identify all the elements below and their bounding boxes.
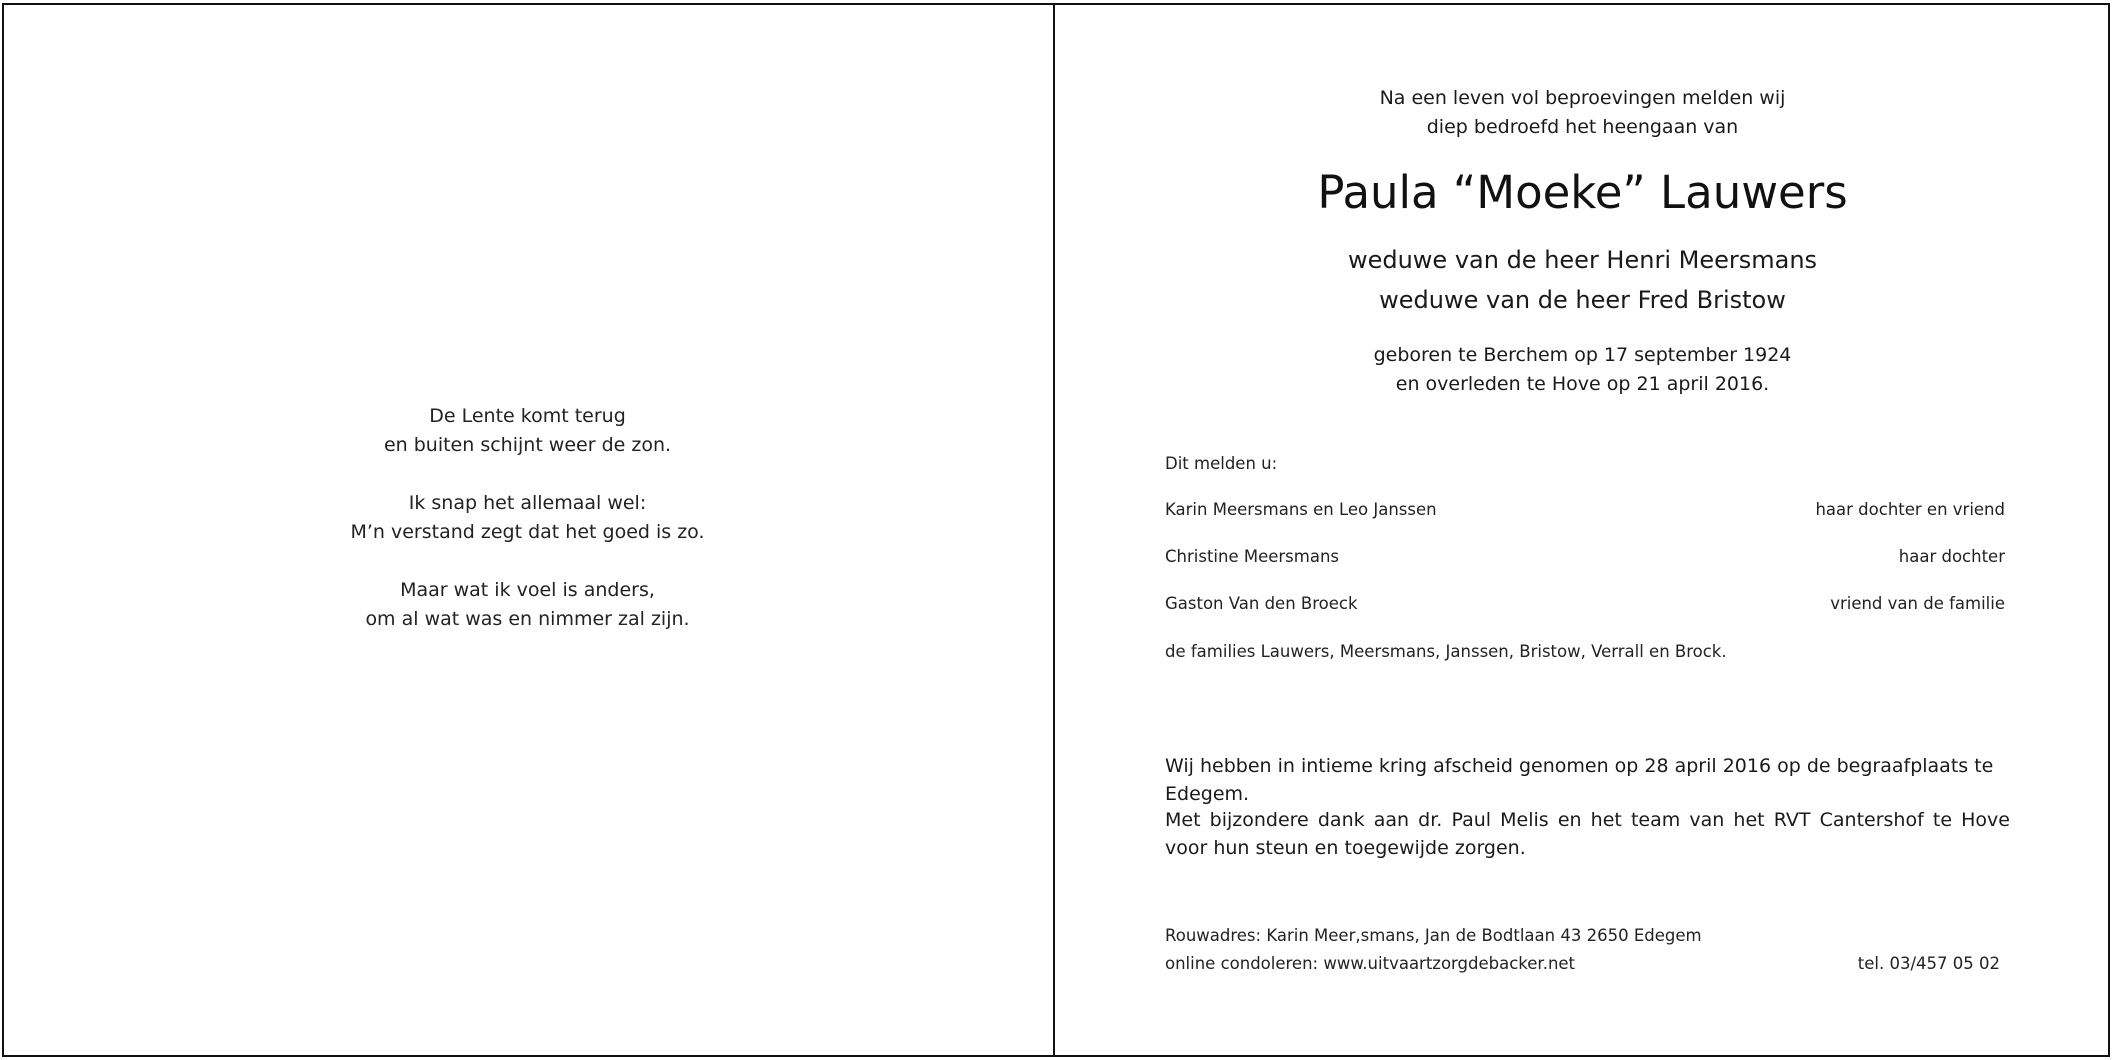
widow-line: weduwe van de heer Fred Bristow — [1379, 286, 1786, 314]
announcement-page — [1055, 0, 2110, 1060]
life-dates — [1055, 341, 2110, 399]
deceased-name: Paula “Moeke” Lauwers — [1317, 166, 1848, 219]
mourner-relation: haar dochter — [1898, 547, 2005, 566]
poem-line: Ik snap het allemaal wel: — [408, 492, 647, 514]
phone-number: tel. 03/457 05 02 — [1857, 954, 2000, 973]
online-condolences: online condoleren: www.uitvaartzorgdebacker.net — [1165, 954, 1576, 973]
poem-line: Maar wat ik voel is anders, — [400, 579, 655, 601]
widow-line: weduwe van de heer Henri Meersmans — [1347, 246, 1818, 274]
mourners-intro: Dit melden u: — [1165, 454, 1278, 473]
widow-of — [1055, 240, 2110, 320]
thanks-paragraph: Met bijzondere dank aan dr. Paul Melis en het team van het RVT Cantershof te Hove voor hun steun en toegewijde zorgen. — [1165, 809, 2010, 859]
mourning-address: Rouwadres: Karin Meer,smans, Jan de Bodtlaan 43 2650 Edegem — [1165, 926, 1702, 945]
farewell-paragraph: Wij hebben in intieme kring afscheid genomen op 28 april 2016 op de begraafplaats te Edegem. — [1165, 755, 1994, 805]
poem-stanza — [2, 576, 1053, 634]
poem-line: en buiten schijnt weer de zon. — [383, 434, 672, 456]
mourner-row — [1165, 547, 2005, 566]
poem-line: M’n verstand zegt dat het goed is zo. — [350, 521, 705, 543]
poem-stanza — [2, 402, 1053, 460]
death-line: en overleden te Hove op 21 april 2016. — [1395, 373, 1770, 395]
mourner-name: Gaston Van den Broeck — [1165, 594, 1358, 613]
footer-contact — [1165, 954, 2000, 973]
poem-line: De Lente komt terug — [429, 405, 626, 427]
birth-line: geboren te Berchem op 17 september 1924 — [1373, 344, 1792, 366]
poem-line: om al wat was en nimmer zal zijn. — [365, 608, 690, 630]
intro-line: diep bedroefd het heengaan van — [1426, 116, 1739, 138]
mourner-relation: haar dochter en vriend — [1815, 500, 2005, 519]
mourner-row — [1165, 500, 2005, 519]
mourner-relation: vriend van de familie — [1830, 594, 2005, 613]
poem — [2, 402, 1053, 663]
announcement-intro — [1055, 84, 2110, 142]
mourner-name: Karin Meersmans en Leo Janssen — [1165, 500, 1437, 519]
families-line: de families Lauwers, Meersmans, Janssen, Bristow, Verrall en Brock. — [1165, 642, 1727, 661]
intro-line: Na een leven vol beproevingen melden wij — [1379, 87, 1786, 109]
mourner-name: Christine Meersmans — [1165, 547, 1340, 566]
mourner-row — [1165, 594, 2005, 613]
poem-stanza — [2, 489, 1053, 547]
